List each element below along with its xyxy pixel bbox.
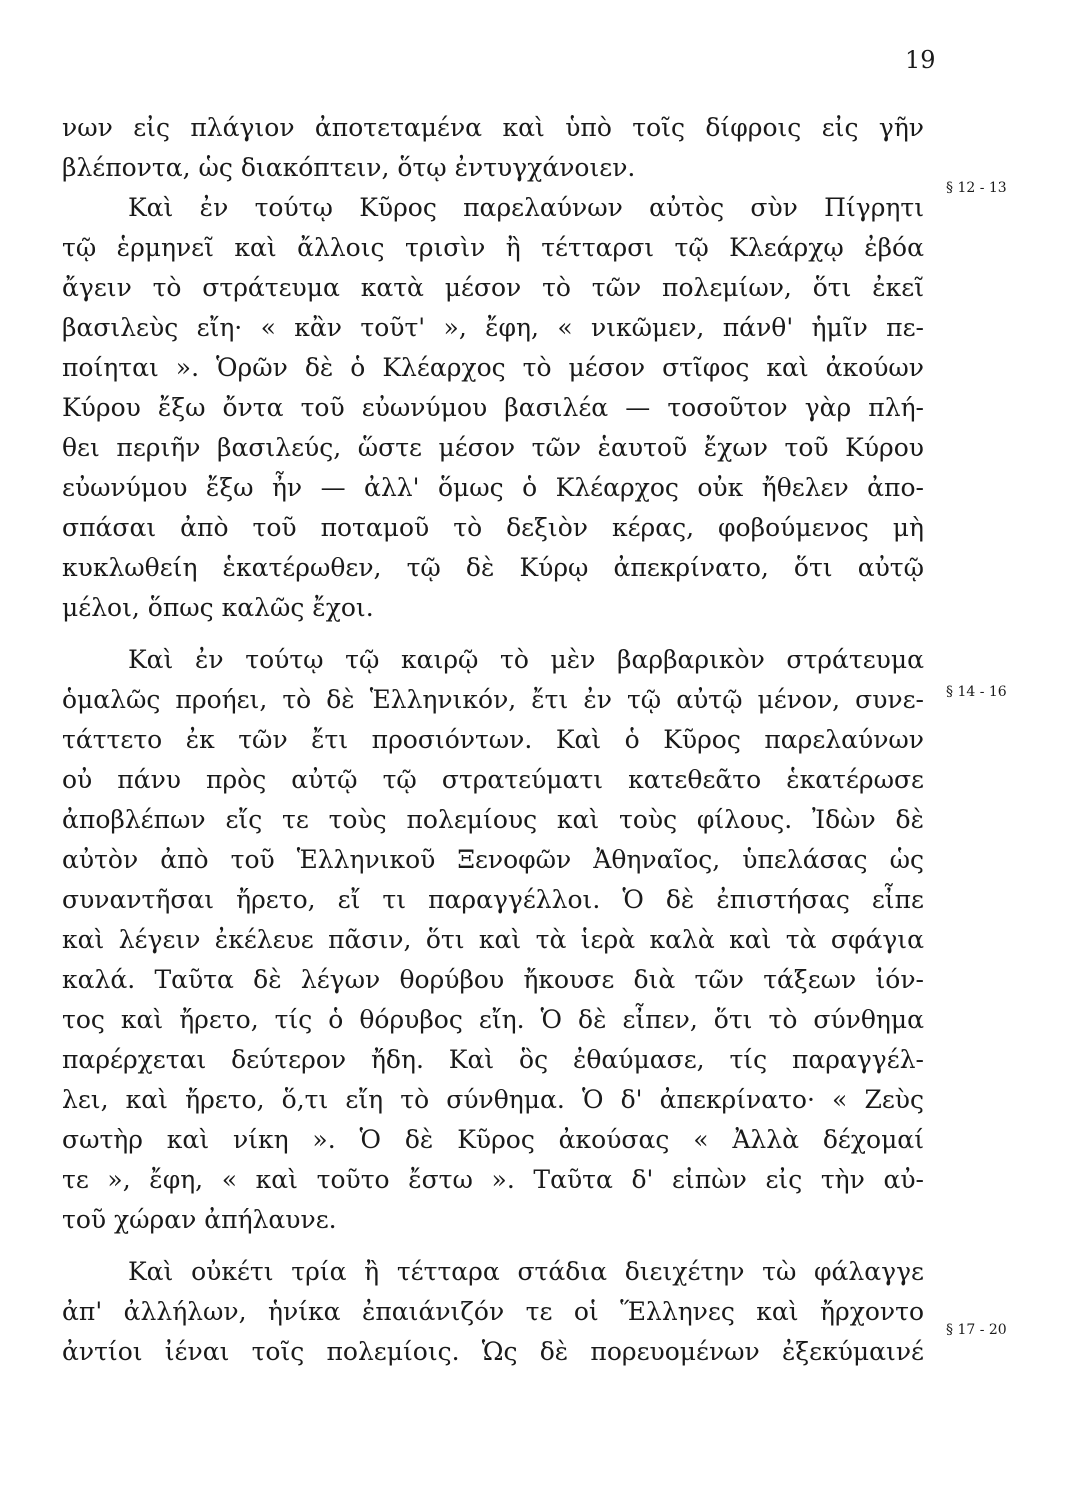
text-line: παρέρχεται δεύτερον ἤδη. Καὶ ὃς ἐθαύμασε, τίς παραγγέλ- xyxy=(62,1045,924,1074)
text-line: τοῦ χώραν ἀπήλαυνε. xyxy=(62,1205,337,1234)
text-line: ἀντίοι ἰέναι τοῖς πολεμίοις. Ὡς δὲ πορευομένων ἐξεκύμαινέ xyxy=(62,1337,924,1366)
body-text xyxy=(62,108,924,1372)
text-line: Κύρου ἔξω ὄντα τοῦ εὐωνύμου βασιλέα — τοσοῦτον γὰρ πλή- xyxy=(62,393,924,422)
text-line: Καὶ ἐν τούτῳ τῷ καιρῷ τὸ μὲν βαρβαρικὸν στράτευμα xyxy=(128,645,924,674)
text-line: κυκλωθείη ἑκατέρωθεν, τῷ δὲ Κύρῳ ἀπεκρίνατο, ὅτι αὐτῷ xyxy=(62,553,924,582)
paragraph xyxy=(62,640,924,1240)
text-line: ποίηται ». Ὁρῶν δὲ ὁ Κλέαρχος τὸ μέσον στῖφος καὶ ἀκούων xyxy=(62,353,924,382)
paragraph-continuation xyxy=(62,108,924,188)
text-line: νων εἰς πλάγιον ἀποτεταμένα καὶ ὑπὸ τοῖς δίφροις εἰς γῆν xyxy=(62,113,924,142)
text-line: καὶ λέγειν ἐκέλευε πᾶσιν, ὅτι καὶ τὰ ἱερὰ καλὰ καὶ τὰ σφάγια xyxy=(62,925,924,954)
text-line: θει περιῆν βασιλεύς, ὥστε μέσον τῶν ἑαυτοῦ ἔχων τοῦ Κύρου xyxy=(62,433,924,462)
text-line: τε », ἔφη, « καὶ τοῦτο ἔστω ». Ταῦτα δ' εἰπὼν εἰς τὴν αὐ- xyxy=(62,1165,924,1194)
text-line: εὐωνύμου ἔξω ἦν — ἀλλ' ὅμως ὁ Κλέαρχος οὐκ ἤθελεν ἀπο- xyxy=(62,473,924,502)
text-line: ἀπ' ἀλλήλων, ἡνίκα ἐπαιάνιζόν τε οἱ Ἕλληνες καὶ ἤρχοντο xyxy=(62,1297,924,1326)
text-line: συναντῆσαι ἤρετο, εἴ τι παραγγέλλοι. Ὁ δὲ ἐπιστήσας εἶπε xyxy=(62,885,924,914)
text-line: ὁμαλῶς προήει, τὸ δὲ Ἑλληνικόν, ἔτι ἐν τῷ αὐτῷ μένον, συνε- xyxy=(62,685,924,714)
paragraph xyxy=(62,188,924,628)
text-line: αὐτὸν ἀπὸ τοῦ Ἑλληνικοῦ Ξενοφῶν Ἀθηναῖος, ὑπελάσας ὡς xyxy=(62,845,924,874)
text-line: Καὶ οὐκέτι τρία ἢ τέτταρα στάδια διειχέτην τὼ φάλαγγε xyxy=(128,1257,924,1286)
text-line: τάττετο ἐκ τῶν ἔτι προσιόντων. Καὶ ὁ Κῦρος παρελαύνων xyxy=(62,725,924,754)
section-marginal-note: § 17 - 20 xyxy=(946,1322,1007,1338)
text-line: σωτὴρ καὶ νίκη ». Ὁ δὲ Κῦρος ἀκούσας « Ἀλλὰ δέχομαί xyxy=(62,1125,924,1154)
text-line: οὐ πάνυ πρὸς αὐτῷ τῷ στρατεύματι κατεθεᾶτο ἑκατέρωσε xyxy=(62,765,924,794)
text-line: Καὶ ἐν τούτῳ Κῦρος παρελαύνων αὐτὸς σὺν Πίγρητι xyxy=(128,193,924,222)
section-marginal-note: § 14 - 16 xyxy=(946,684,1007,700)
section-marginal-note: § 12 - 13 xyxy=(946,180,1007,196)
paragraph xyxy=(62,1252,924,1372)
text-line: τος καὶ ἤρετο, τίς ὁ θόρυβος εἴη. Ὁ δὲ εἶπεν, ὅτι τὸ σύνθημα xyxy=(62,1005,924,1034)
page-number: 19 xyxy=(905,46,936,74)
text-line: βασιλεὺς εἴη· « κἂν τοῦτ' », ἔφη, « νικῶμεν, πάνθ' ἡμῖν πε- xyxy=(62,313,924,342)
text-line: ἀποβλέπων εἴς τε τοὺς πολεμίους καὶ τοὺς φίλους. Ἰδὼν δὲ xyxy=(62,805,924,834)
text-line: μέλοι, ὅπως καλῶς ἔχοι. xyxy=(62,593,374,622)
text-line: ἄγειν τὸ στράτευμα κατὰ μέσον τὸ τῶν πολεμίων, ὅτι ἐκεῖ xyxy=(62,273,924,302)
text-line: βλέποντα, ὡς διακόπτειν, ὅτῳ ἐντυγχάνοιεν. xyxy=(62,153,636,182)
text-line: σπάσαι ἀπὸ τοῦ ποταμοῦ τὸ δεξιὸν κέρας, φοβούμενος μὴ xyxy=(62,513,924,542)
text-line: λει, καὶ ἤρετο, ὅ,τι εἴη τὸ σύνθημα. Ὁ δ' ἀπεκρίνατο· « Ζεὺς xyxy=(62,1085,924,1114)
text-line: καλά. Ταῦτα δὲ λέγων θορύβου ἤκουσε διὰ τῶν τάξεων ἰόν- xyxy=(62,965,924,994)
text-line: τῷ ἑρμηνεῖ καὶ ἄλλοις τρισὶν ἢ τέτταρσι τῷ Κλεάρχῳ ἐβόα xyxy=(62,233,924,262)
